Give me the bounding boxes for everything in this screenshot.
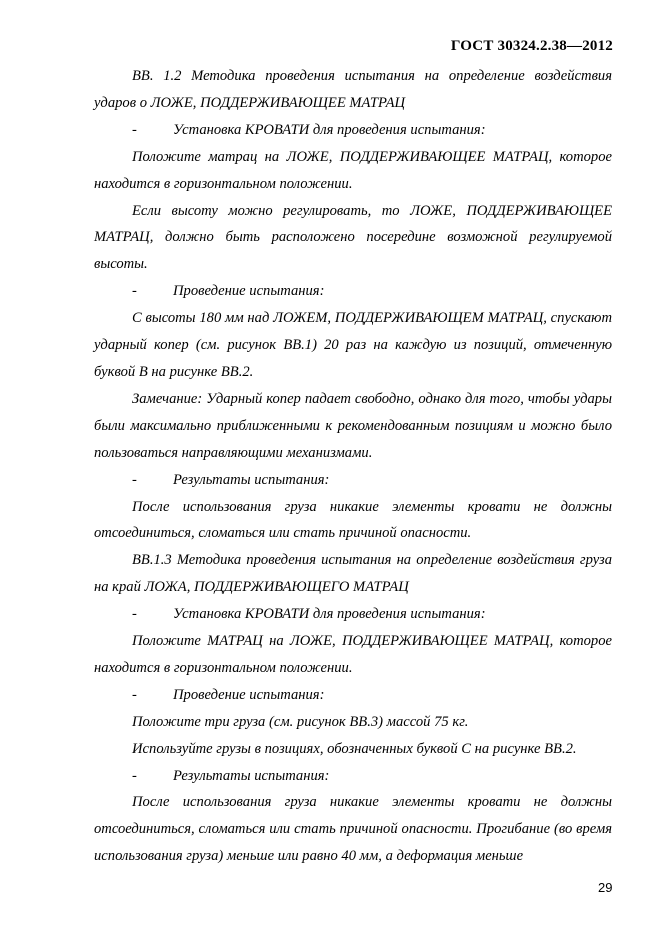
paragraph: Если высоту можно регулировать, то ЛОЖЕ, ПОДДЕРЖИВАЮЩЕЕ МАТРАЦ, должно быть расположено посередине возможной регулируемой высоты. bbox=[94, 202, 612, 273]
bullet-dash: - bbox=[132, 606, 137, 623]
paragraph: После использования груза никакие элементы кровати не должны отсоединиться, сломаться или стать причиной опасности. bbox=[94, 498, 612, 542]
bullet-dash: - bbox=[132, 283, 137, 300]
bullet-dash: - bbox=[132, 121, 137, 138]
paragraph: Положите МАТРАЦ на ЛОЖЕ, ПОДДЕРЖИВАЮЩЕЕ МАТРАЦ, которое находится в горизонтальном положении. bbox=[94, 633, 612, 676]
bullet-text: Результаты испытания: bbox=[173, 471, 330, 488]
bullet-dash: - bbox=[132, 471, 137, 488]
bullet-item bbox=[94, 601, 612, 628]
paragraph: Положите матрац на ЛОЖЕ, ПОДДЕРЖИВАЮЩЕЕ МАТРАЦ, которое находится в горизонтальном положении. bbox=[94, 148, 612, 192]
note-paragraph: Замечание: Ударный копер падает свободно, однако для того, чтобы удары были максимально приближенными к рекомендованным позициям и можно было пользоваться направляющими механизмами. bbox=[94, 390, 612, 461]
section-heading-bb-1-3: ВВ.1.3 Методика проведения испытания на определение воздействия груза на край ЛОЖА, ПОДДЕРЖИВАЮЩЕГО МАТРАЦ bbox=[94, 552, 612, 596]
page-number: 29 bbox=[598, 880, 613, 895]
bullet-dash: - bbox=[132, 686, 137, 703]
bullet-item bbox=[94, 467, 612, 494]
document-header: ГОСТ 30324.2.38—2012 bbox=[450, 38, 613, 54]
bullet-text: Результаты испытания: bbox=[173, 767, 330, 784]
document-body bbox=[94, 63, 612, 870]
bullet-text: Установка КРОВАТИ для проведения испытания: bbox=[173, 121, 486, 138]
bullet-text: Проведение испытания: bbox=[173, 686, 325, 703]
paragraph: Положите три груза (см. рисунок ВВ.3) массой 75 кг. bbox=[132, 713, 469, 730]
paragraph: Используйте грузы в позициях, обозначенных буквой С на рисунке ВВ.2. bbox=[132, 740, 577, 757]
bullet-text: Установка КРОВАТИ для проведения испытания: bbox=[173, 606, 486, 623]
bullet-dash: - bbox=[132, 767, 137, 784]
bullet-item bbox=[94, 682, 612, 709]
bullet-item bbox=[94, 278, 612, 305]
bullet-text: Проведение испытания: bbox=[173, 283, 325, 300]
section-heading-bb-1-2: ВВ. 1.2 Методика проведения испытания на определение воздействия ударов о ЛОЖЕ, ПОДДЕРЖИВАЮЩЕЕ МАТРАЦ bbox=[94, 68, 612, 111]
bullet-item bbox=[94, 763, 612, 790]
paragraph: После использования груза никакие элементы кровати не должны отсоединиться, сломаться или стать причиной опасности. Прогибание (во время использования груза) меньше или равно 40 мм, а деформация меньше bbox=[94, 794, 612, 865]
bullet-item bbox=[94, 117, 612, 144]
paragraph: С высоты 180 мм над ЛОЖЕМ, ПОДДЕРЖИВАЮЩЕМ МАТРАЦ, спускают ударный копер (см. рисунок ВВ.1) 20 раз на каждую из позиций, отмеченную буквой В на рисунке ВВ.2. bbox=[94, 310, 612, 380]
